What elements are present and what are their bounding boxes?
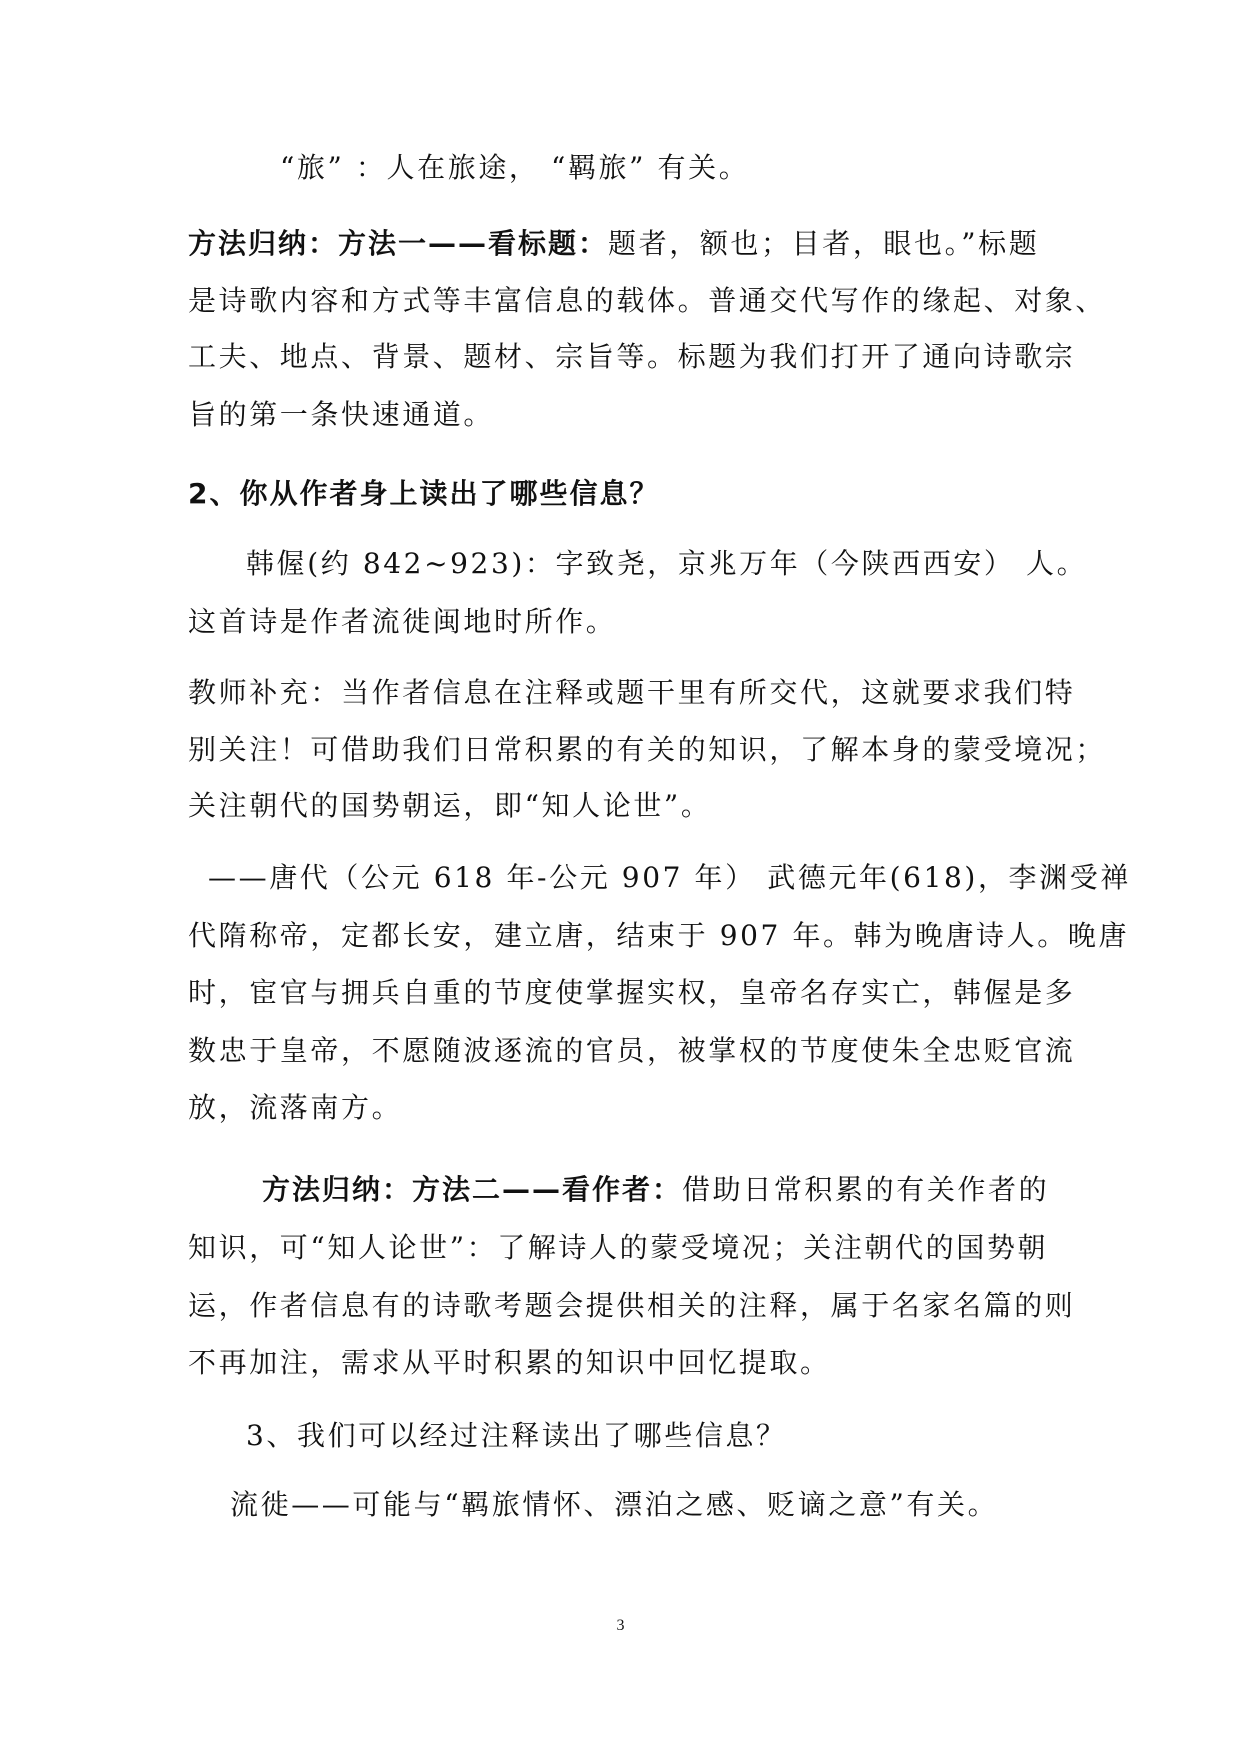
- body-text: 3、我们可以经过注释读出了哪些信息？: [246, 1419, 787, 1452]
- text-line: [262, 1172, 1049, 1208]
- text-line: [188, 339, 1075, 375]
- body-text: 这首诗是作者流徙闽地时所作。: [188, 605, 617, 638]
- text-line: [188, 918, 1129, 954]
- text-line: [188, 675, 1075, 711]
- page-number: 3: [616, 1617, 625, 1634]
- text-line: [208, 860, 1131, 896]
- text-line: [188, 476, 659, 512]
- body-text: 运，作者信息有的诗歌考题会提供相关的注释，属于名家名篇的则: [188, 1289, 1076, 1322]
- body-text: 工夫、地点、背景、题材、宗旨等。标题为我们打开了通向诗歌宗: [188, 340, 1076, 373]
- body-text: 韩偓(约 842~923)：字致尧，京兆万年（今陕西西安） 人。: [246, 547, 1088, 580]
- text-line: [188, 604, 616, 640]
- bold-text: 2、你从作者身上读出了哪些信息？: [188, 477, 660, 510]
- body-text: 是诗歌内容和方式等丰富信息的载体。普通交代写作的缘起、对象、: [188, 284, 1107, 317]
- body-text: “旅” ：人在旅途， “羁旅” 有关。: [280, 151, 750, 184]
- text-line: [188, 1033, 1075, 1069]
- body-text: 放，流落南方。: [188, 1091, 403, 1124]
- text-line: [188, 788, 711, 824]
- body-text: 教师补充：当作者信息在注释或题干里有所交代，这就要求我们特: [188, 676, 1076, 709]
- text-line: [188, 975, 1075, 1011]
- body-text: 题者，额也；目者，眼也。”标题: [608, 227, 1040, 260]
- text-line: [246, 546, 1087, 582]
- text-line: [246, 1418, 787, 1454]
- body-text: 不再加注，需求从平时积累的知识中回忆提取。: [188, 1346, 831, 1379]
- text-line: [188, 1090, 402, 1126]
- text-line: [188, 1230, 1048, 1266]
- body-text: 别关注！可借助我们日常积累的有关的知识，了解本身的蒙受境况；: [188, 733, 1107, 766]
- text-line: [188, 397, 494, 433]
- text-line: [188, 732, 1106, 768]
- body-text: 关注朝代的国势朝运，即“知人论世”。: [188, 789, 712, 822]
- body-text: 旨的第一条快速通道。: [188, 398, 495, 431]
- text-line: [188, 283, 1106, 319]
- text-line: [188, 226, 1039, 262]
- text-line: [188, 1288, 1075, 1324]
- bold-text: 方法归纳：方法二——看作者：: [262, 1173, 683, 1206]
- body-text: 流徙——可能与“羁旅情怀、漂泊之感、贬谪之意”有关。: [230, 1488, 999, 1521]
- body-text: 借助日常积累的有关作者的: [682, 1173, 1050, 1206]
- text-line: [188, 1345, 831, 1381]
- bold-text: 方法归纳：方法一——看标题：: [188, 227, 609, 260]
- body-text: 时，宦官与拥兵自重的节度使掌握实权，皇帝名存实亡，韩偓是多: [188, 976, 1076, 1009]
- body-text: 知识，可“知人论世”：了解诗人的蒙受境况；关注朝代的国势朝: [188, 1231, 1049, 1264]
- body-text: 代隋称帝，定都长安，建立唐，结束于 907 年。韩为晚唐诗人。晚唐: [188, 919, 1130, 952]
- text-line: [230, 1487, 998, 1523]
- body-text: ——唐代（公元 618 年-公元 907 年） 武德元年(618)，李渊受禅: [208, 861, 1131, 894]
- text-line: [280, 150, 749, 186]
- body-text: 数忠于皇帝，不愿随波逐流的官员，被掌权的节度使朱全忠贬官流: [188, 1034, 1076, 1067]
